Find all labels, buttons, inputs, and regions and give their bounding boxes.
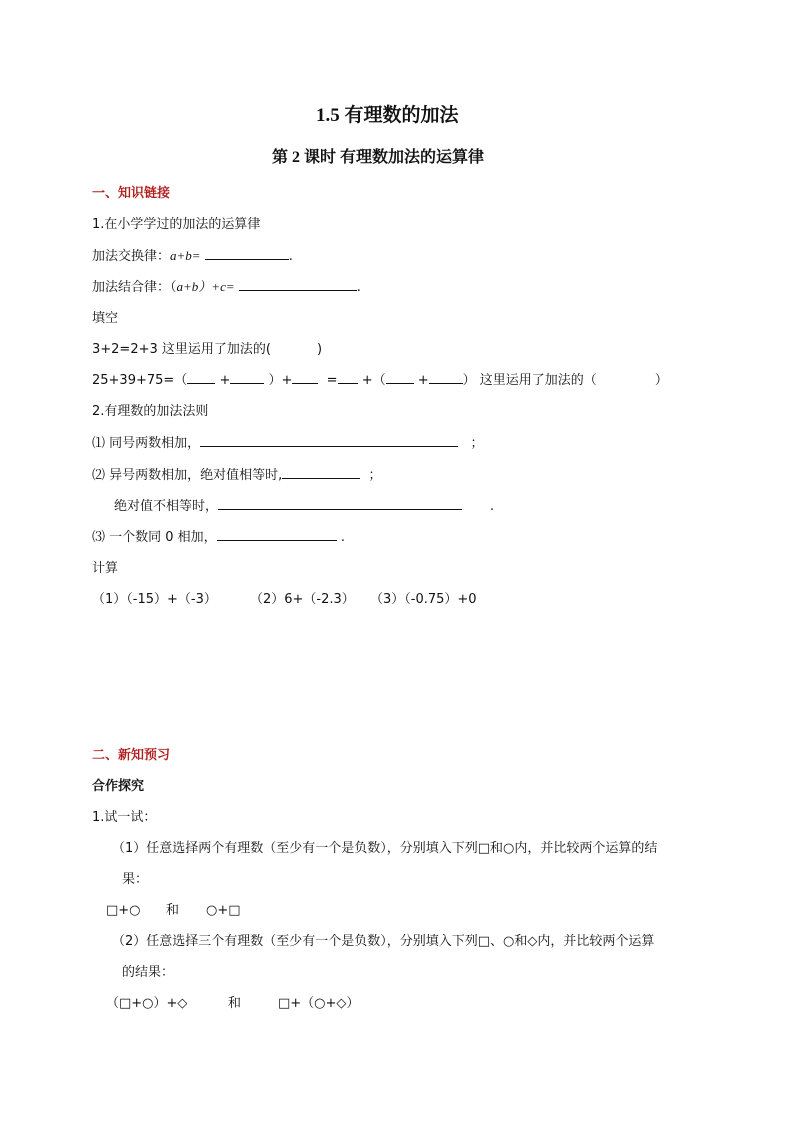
associative-law-line: 加法结合律：（a+b）+c= . [92, 279, 361, 295]
calc-2: （2）6+（-2.3） [250, 592, 355, 607]
rule-3-end: . [340, 530, 345, 545]
question-2: 2.有理数的加法法则 [92, 404, 209, 419]
fill-2-part-h: ） [654, 373, 668, 388]
rule-2b-line [114, 497, 494, 516]
calc-3: （3）（-0.75）+0 [370, 592, 477, 607]
commutative-expr: a+b= [170, 248, 201, 263]
rule-1-text: ⑴ 同号两数相加， [92, 436, 201, 451]
part-2-line-2: 的结果： [122, 965, 175, 980]
fill-2-part-g: ） 这里运用了加法的（ [462, 373, 597, 388]
calc-1: （1）（-15）+（-3） [92, 592, 217, 607]
fill-2-part-d: = [326, 373, 338, 388]
fill-2-part-e: +（ [361, 373, 386, 388]
fill-2-part-b: + [219, 373, 231, 388]
part-1-line-1: （1）任意选择两个有理数（至少有一个是负数），分别填入下列□和○内，并比较两个运算的结 [112, 841, 658, 856]
commutative-blank[interactable] [205, 247, 289, 260]
fill-2-line [92, 371, 668, 390]
section-heading-knowledge-link: 一、知识链接 [92, 186, 171, 201]
rule-2-end: ； [368, 468, 382, 483]
part-1-and: 和 [166, 903, 180, 918]
part-2-expr-1: （□+○）+◇ [106, 996, 188, 1011]
part-1-expr-2: ○+□ [206, 903, 241, 918]
part-2-and: 和 [228, 996, 242, 1011]
fill-2-blank-6[interactable] [429, 371, 463, 384]
fill-2-blank-3[interactable] [292, 371, 318, 384]
rule-1-line [92, 434, 484, 453]
rule-3-blank[interactable] [217, 528, 337, 541]
rule-3-line [92, 528, 345, 547]
fill-2-part-c: ）+ [268, 373, 293, 388]
fill-1-end: ) [316, 342, 323, 357]
page-subtitle: 第 2 课时 有理数加法的运算律 [272, 149, 485, 166]
fill-2-blank-5[interactable] [386, 371, 414, 384]
rule-2-line [92, 466, 382, 485]
try-it: 1.试一试： [92, 810, 157, 825]
section-heading-preview: 二、新知预习 [92, 748, 171, 763]
part-2-line-1: （2）任意选择三个有理数（至少有一个是负数），分别填入下列□、○和◇内，并比较两个运算 [112, 934, 655, 949]
fill-label: 填空 [92, 311, 119, 326]
calc-label: 计算 [92, 561, 119, 576]
commutative-law-line: 加法交换律：a+b= . [92, 248, 293, 264]
part-1-line-2: 果： [122, 872, 149, 887]
cooperative-inquiry: 合作探究 [92, 779, 145, 794]
part-2-expr-2: □+（○+◇） [278, 996, 360, 1011]
rule-2b-blank[interactable] [218, 497, 462, 510]
fill-2-blank-4[interactable] [338, 371, 358, 384]
associative-blank[interactable] [239, 278, 357, 291]
fill-1-line [92, 341, 322, 359]
rule-2-blank[interactable] [282, 466, 360, 479]
associative-expr-b: ）+c= [198, 279, 235, 294]
rule-1-end: ； [470, 436, 484, 451]
fill-2-part-f: + [417, 373, 429, 388]
rule-1-blank[interactable] [200, 434, 458, 447]
commutative-label: 加法交换律： [92, 249, 171, 264]
rule-2b-text: 绝对值不相等时， [114, 499, 219, 514]
question-1: 1.在小学学过的加法的运算律 [92, 217, 261, 232]
fill-2-blank-1[interactable] [187, 371, 215, 384]
part-1-expr-1: □+○ [106, 903, 141, 918]
associative-label: 加法结合律：（ [92, 280, 177, 295]
fill-1-expr: 3+2=2+3 这里运用了加法的( [92, 342, 271, 357]
page-title: 1.5 有理数的加法 [316, 105, 459, 126]
associative-expr-a: a+b [176, 279, 199, 294]
fill-2-part-a: 25+39+75=（ [92, 373, 188, 388]
fill-2-blank-2[interactable] [230, 371, 264, 384]
rule-2b-end: . [490, 499, 495, 514]
rule-2-text: ⑵ 异号两数相加，绝对值相等时, [92, 468, 283, 483]
rule-3-text: ⑶ 一个数同 0 相加， [92, 530, 217, 545]
